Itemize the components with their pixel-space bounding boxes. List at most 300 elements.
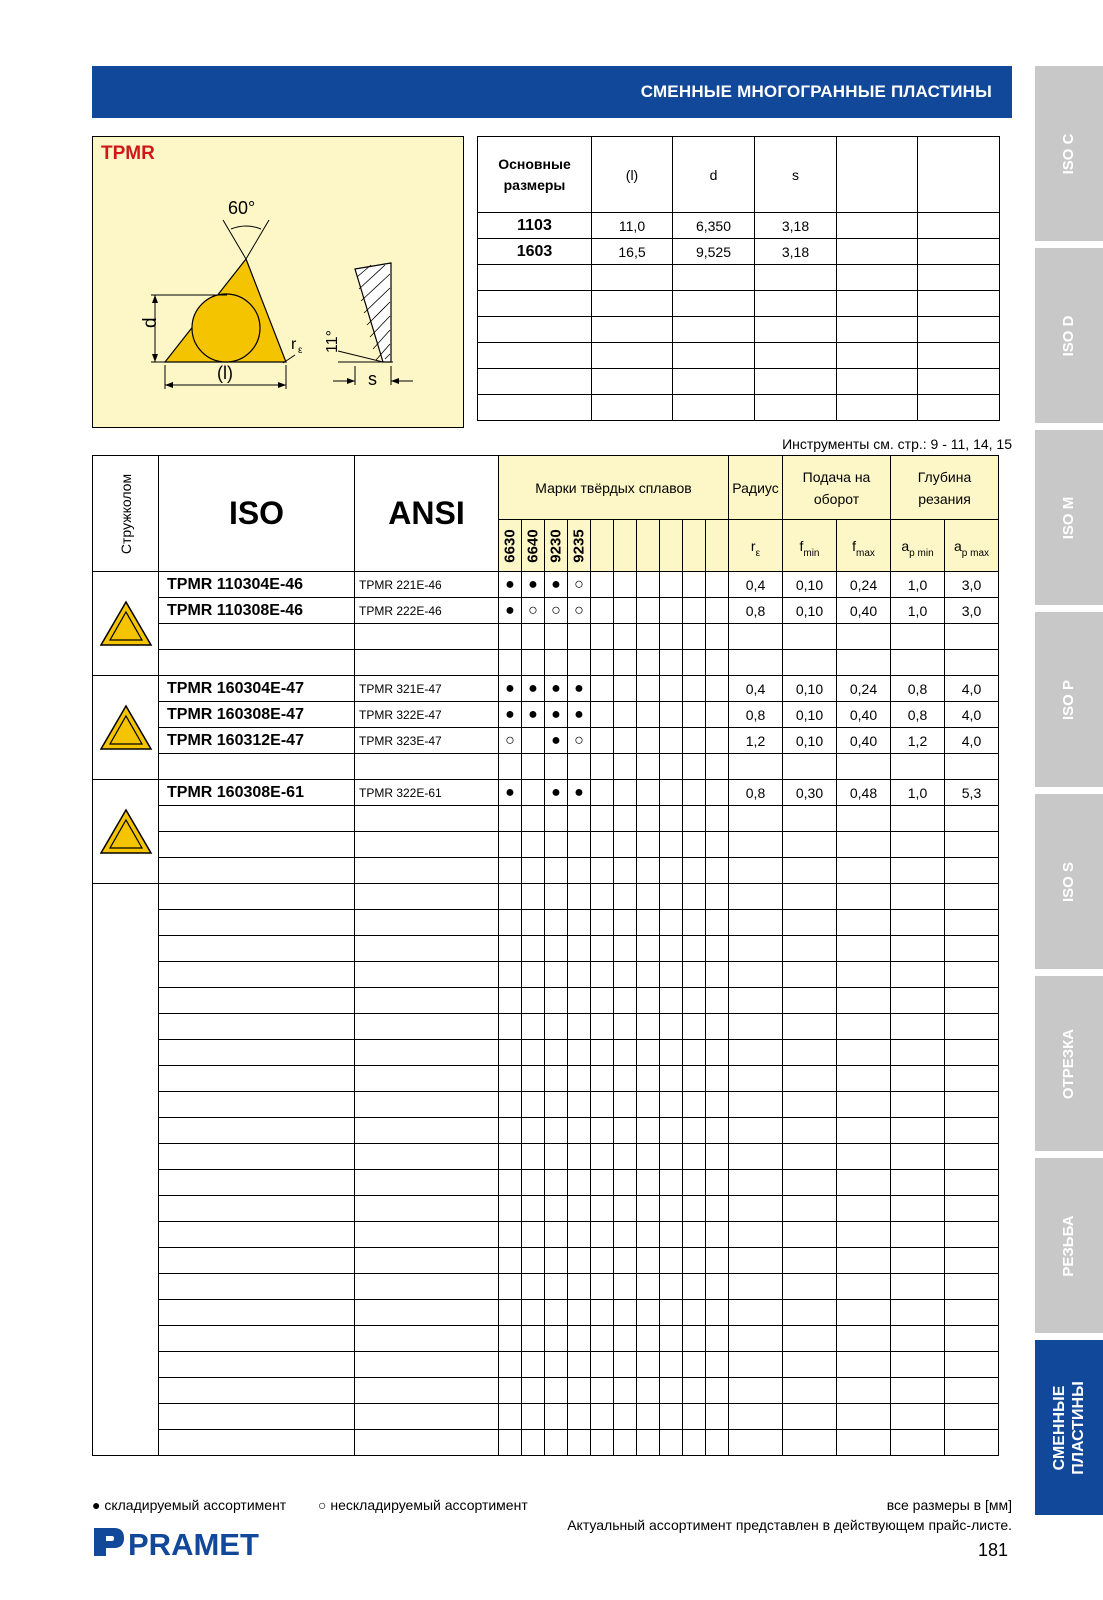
availability-mark: ○ [574,732,584,749]
availability-mark: ● [505,680,515,697]
empty-cell [945,1248,999,1274]
empty-cell [159,754,355,780]
empty-cell [522,884,545,910]
empty-cell [837,832,891,858]
availability-mark: ● [505,784,515,801]
empty-cell [683,1170,706,1196]
empty-cell [637,1274,660,1300]
table-row [93,780,999,806]
ansi-code: TPMR 322E-61 [355,780,499,806]
empty-cell [545,754,568,780]
empty-cell [945,1066,999,1092]
empty-cell [545,1274,568,1300]
empty-cell [591,884,614,910]
d-label: d [140,317,161,328]
empty-cell [660,936,683,962]
empty-cell [729,962,783,988]
dim-value: 3,18 [755,213,837,239]
empty-cell [591,962,614,988]
empty-cell [683,1248,706,1274]
empty-cell [568,806,591,832]
ansi-header: ANSI [355,456,499,572]
chipbreaker-cell [93,884,159,1456]
dim-empty-cell [478,265,592,291]
empty-cell [159,806,355,832]
empty-cell [355,1352,499,1378]
empty-cell [499,1274,522,1300]
empty-cell [729,1248,783,1274]
empty-cell [591,832,614,858]
empty-cell [355,1274,499,1300]
empty-cell [355,858,499,884]
empty-cell [159,1170,355,1196]
empty-cell [783,1378,837,1404]
empty-cell [522,988,545,1014]
empty-cell [591,1118,614,1144]
empty-cell [891,1430,945,1456]
table-row [93,702,999,728]
param-header-apmin [891,520,945,572]
empty-row [93,988,999,1014]
empty-row [93,1144,999,1170]
side-tab-5[interactable] [1035,794,1103,969]
empty-cell [522,1118,545,1144]
side-tab-7[interactable] [1035,1158,1103,1333]
empty-cell [891,1118,945,1144]
empty-cell [568,650,591,676]
grade-availability [660,572,683,598]
empty-cell [159,1430,355,1456]
empty-cell [706,1170,729,1196]
radius-header: Радиус [729,456,783,520]
dim-row [478,213,1000,239]
empty-cell [591,1248,614,1274]
empty-cell [614,1248,637,1274]
empty-cell [660,1144,683,1170]
empty-cell [637,858,660,884]
empty-cell [683,884,706,910]
value-fmax: 0,24 [837,572,891,598]
empty-cell [783,1144,837,1170]
empty-cell [591,1300,614,1326]
empty-cell [683,1274,706,1300]
insert-catalog-table [92,455,999,1456]
empty-cell [522,1066,545,1092]
empty-cell [614,1430,637,1456]
brand-name: PRAMET [128,1527,259,1560]
empty-cell [568,1430,591,1456]
dim-empty-cell [918,317,1000,343]
empty-cell [729,624,783,650]
empty-cell [683,1040,706,1066]
empty-cell [729,1144,783,1170]
empty-cell [891,1378,945,1404]
empty-cell [837,624,891,650]
empty-cell [837,1222,891,1248]
grade-availability [568,572,591,598]
empty-cell [706,1222,729,1248]
empty-cell [660,806,683,832]
empty-cell [591,936,614,962]
empty-cell [568,1092,591,1118]
basic-dimensions-table [477,136,1000,421]
empty-cell [568,624,591,650]
value-apmin: 1,2 [891,728,945,754]
pramet-logo [92,1524,262,1560]
dim-empty-cell [673,343,755,369]
empty-cell [891,1144,945,1170]
empty-cell [591,1092,614,1118]
empty-cell [522,1170,545,1196]
grade-availability [637,676,660,702]
legend-stocked: ● складируемый ассортимент [92,1497,287,1513]
empty-cell [891,1196,945,1222]
dim-column-header: s [755,137,837,213]
dim-empty-row [478,395,1000,421]
side-tab-8[interactable] [1035,1340,1103,1515]
grade-availability [683,598,706,624]
empty-cell [499,962,522,988]
dim-empty-cell [837,265,918,291]
empty-cell [891,1248,945,1274]
empty-cell [891,936,945,962]
empty-cell [660,1092,683,1118]
side-tab-label: ОТРЕЗКА [1060,1028,1077,1099]
re-sub-label: ε [298,345,303,356]
empty-cell [499,1170,522,1196]
grade-availability [499,598,522,624]
value-apmin: 1,0 [891,598,945,624]
empty-cell [568,754,591,780]
empty-cell [522,910,545,936]
empty-cell [568,1274,591,1300]
empty-cell [522,1404,545,1430]
empty-cell [706,1378,729,1404]
empty-row [93,962,999,988]
empty-cell [545,988,568,1014]
table-row [93,572,999,598]
empty-cell [545,806,568,832]
value-fmin: 0,10 [783,728,837,754]
dim-value: 11,0 [592,213,673,239]
empty-cell [945,1326,999,1352]
empty-cell [159,1222,355,1248]
grade-availability [614,572,637,598]
empty-row [93,884,999,910]
empty-cell [729,1300,783,1326]
empty-cell [522,1040,545,1066]
empty-cell [683,1092,706,1118]
grade-column-header [591,520,614,572]
availability-mark: ● [528,680,538,697]
empty-cell [729,910,783,936]
iso-code: TPMR 160312E-47 [159,728,355,754]
empty-row [93,1170,999,1196]
dim-column-header [837,137,918,213]
empty-cell [355,650,499,676]
empty-cell [837,1378,891,1404]
empty-cell [706,884,729,910]
empty-cell [614,1040,637,1066]
dim-empty-cell [755,369,837,395]
grade-availability [591,676,614,702]
empty-cell [783,754,837,780]
empty-cell [837,910,891,936]
empty-cell [891,754,945,780]
value-apmax: 5,3 [945,780,999,806]
empty-cell [729,1014,783,1040]
dim-value: 16,5 [592,239,673,265]
side-tab-label: ISO M [1060,496,1077,539]
empty-row [93,806,999,832]
empty-row [93,1404,999,1430]
empty-cell [355,988,499,1014]
empty-cell [159,962,355,988]
empty-cell [568,1014,591,1040]
empty-cell [355,962,499,988]
empty-cell [355,1430,499,1456]
empty-cell [837,858,891,884]
empty-cell [637,1430,660,1456]
value-fmin: 0,30 [783,780,837,806]
empty-cell [499,650,522,676]
empty-cell [660,910,683,936]
empty-cell [637,650,660,676]
empty-cell [568,1118,591,1144]
empty-cell [783,1352,837,1378]
empty-cell [355,1144,499,1170]
side-tab-1[interactable] [1035,66,1103,241]
empty-cell [837,1326,891,1352]
empty-cell [783,1170,837,1196]
param-header-re [729,520,783,572]
empty-cell [837,1092,891,1118]
empty-cell [945,858,999,884]
dim-row [478,239,1000,265]
empty-cell [159,1118,355,1144]
empty-cell [683,936,706,962]
grade-availability [591,728,614,754]
empty-cell [591,1144,614,1170]
empty-cell [837,1404,891,1430]
empty-cell [637,1404,660,1430]
empty-cell [706,1144,729,1170]
value-fmin: 0,10 [783,702,837,728]
side-tab-4[interactable] [1035,612,1103,787]
grade-availability [522,598,545,624]
empty-cell [614,1014,637,1040]
empty-cell [660,1378,683,1404]
empty-cell [355,1066,499,1092]
availability-mark: ● [551,576,561,593]
value-apmin: 1,0 [891,572,945,598]
empty-cell [499,1300,522,1326]
empty-cell [545,1196,568,1222]
empty-cell [683,754,706,780]
empty-row [93,1118,999,1144]
empty-cell [637,962,660,988]
empty-cell [891,1066,945,1092]
empty-cell [614,1222,637,1248]
dim-empty-cell [755,291,837,317]
empty-cell [945,832,999,858]
empty-row [93,1092,999,1118]
empty-cell [637,910,660,936]
empty-cell [355,1404,499,1430]
grade-availability [499,572,522,598]
empty-row [93,1040,999,1066]
empty-cell [499,754,522,780]
ansi-code: TPMR 221E-46 [355,572,499,598]
empty-cell [706,754,729,780]
empty-cell [660,1040,683,1066]
empty-cell [660,1352,683,1378]
empty-cell [545,1248,568,1274]
iso-code: TPMR 160308E-61 [159,780,355,806]
empty-cell [945,650,999,676]
grade-availability [545,598,568,624]
value-re: 0,8 [729,702,783,728]
value-apmin: 0,8 [891,702,945,728]
empty-cell [891,988,945,1014]
empty-cell [591,1430,614,1456]
empty-cell [837,1196,891,1222]
dim-empty-cell [837,343,918,369]
empty-cell [706,988,729,1014]
empty-cell [355,1092,499,1118]
empty-cell [891,1170,945,1196]
empty-cell [891,1326,945,1352]
side-tab-3[interactable] [1035,430,1103,605]
empty-cell [159,1404,355,1430]
dim-empty-cell [592,317,673,343]
dim-empty-cell [755,395,837,421]
empty-cell [637,1170,660,1196]
empty-cell [545,936,568,962]
empty-cell [355,1248,499,1274]
empty-cell [683,624,706,650]
empty-cell [706,1248,729,1274]
availability-mark: ● [551,680,561,697]
empty-cell [837,650,891,676]
empty-cell [499,832,522,858]
empty-row [93,1430,999,1456]
empty-cell [568,1040,591,1066]
availability-mark: ● [551,732,561,749]
empty-cell [614,858,637,884]
empty-cell [891,858,945,884]
availability-mark: ● [551,706,561,723]
empty-cell [783,962,837,988]
units-note: все размеры в [мм] [886,1497,1012,1513]
side-tab-6[interactable] [1035,976,1103,1151]
empty-cell [591,1014,614,1040]
param-symbol: a [953,537,962,554]
grade-availability [614,676,637,702]
empty-cell [837,1274,891,1300]
empty-cell [159,1014,355,1040]
empty-cell [614,884,637,910]
insert-drawing [93,137,465,429]
empty-cell [837,962,891,988]
empty-cell [499,936,522,962]
dim-column-header [918,137,1000,213]
empty-cell [522,1196,545,1222]
empty-cell [706,1300,729,1326]
empty-cell [783,650,837,676]
empty-cell [660,1014,683,1040]
empty-cell [614,1404,637,1430]
empty-cell [614,1196,637,1222]
dim-value: 3,18 [755,239,837,265]
empty-cell [355,1014,499,1040]
empty-cell [545,1404,568,1430]
empty-row [93,936,999,962]
chipbreaker-icon [98,807,154,857]
grade-availability [706,728,729,754]
empty-cell [891,1274,945,1300]
grade-label: 9230 [547,528,565,563]
grade-availability [683,676,706,702]
grade-label: 9235 [570,528,588,563]
chipbreaker-cell [93,676,159,780]
iso-header: ISO [159,456,355,572]
legend-non-stocked: ○ нескладируемый ассортимент [318,1497,528,1513]
empty-cell [568,988,591,1014]
empty-cell [355,624,499,650]
dim-empty-cell [837,369,918,395]
empty-cell [499,988,522,1014]
empty-cell [729,884,783,910]
empty-row [93,858,999,884]
side-tab-2[interactable] [1035,248,1103,423]
empty-cell [591,910,614,936]
empty-cell [637,1092,660,1118]
value-apmax: 3,0 [945,598,999,624]
empty-cell [637,1352,660,1378]
empty-cell [891,1040,945,1066]
table-row [93,728,999,754]
empty-cell [522,1014,545,1040]
empty-cell [783,1092,837,1118]
empty-cell [660,1248,683,1274]
empty-cell [591,1326,614,1352]
empty-cell [945,1014,999,1040]
grade-column-header [499,520,522,572]
empty-cell [683,1300,706,1326]
grade-availability [568,728,591,754]
empty-cell [683,1118,706,1144]
empty-cell [568,1300,591,1326]
dim-column-header: (l) [592,137,673,213]
empty-cell [729,858,783,884]
empty-cell [614,1118,637,1144]
empty-cell [499,1040,522,1066]
empty-cell [837,754,891,780]
availability-mark: ● [505,576,515,593]
dim-empty-cell [918,395,1000,421]
grade-availability [499,676,522,702]
grade-column-header [568,520,591,572]
availability-mark: ● [528,706,538,723]
empty-cell [591,806,614,832]
empty-cell [706,832,729,858]
empty-cell [683,1326,706,1352]
empty-cell [568,1196,591,1222]
empty-row [93,624,999,650]
empty-cell [614,754,637,780]
empty-cell [837,1352,891,1378]
